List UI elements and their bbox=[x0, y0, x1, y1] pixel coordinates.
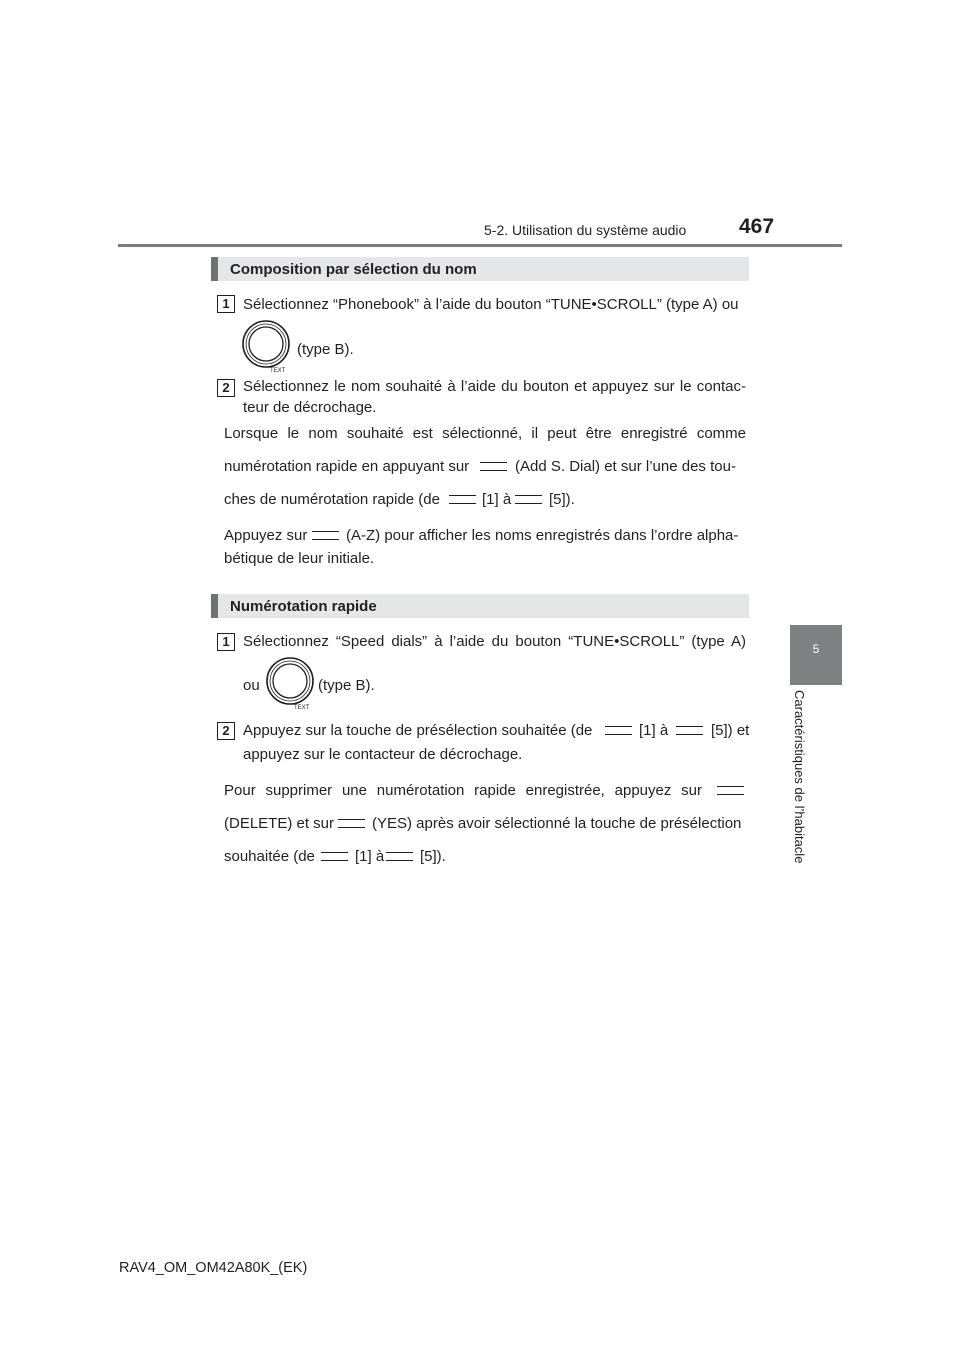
paragraph-text: (Add S. Dial) et sur l’une des tou- bbox=[515, 458, 736, 475]
section-heading-speed-dial bbox=[211, 594, 749, 618]
paragraph-text: (YES) après avoir sélectionné la touche de présélection bbox=[372, 815, 742, 832]
paragraph-text: numérotation rapide en appuyant sur bbox=[224, 458, 470, 475]
step-number-badge: 1 bbox=[217, 295, 235, 313]
paragraph-text: [1] à bbox=[482, 491, 512, 508]
step-text: Sélectionnez “Speed dials” à l’aide du bouton “TUNE•SCROLL” (type A) bbox=[243, 633, 746, 650]
paragraph-text: Pour supprimer une numérotation rapide enregistrée, appuyez sur bbox=[224, 782, 702, 799]
paragraph-text: Lorsque le nom souhaité est sélectionné, il peut être enregistré comme bbox=[224, 425, 746, 442]
paragraph-text: ches de numérotation rapide (de bbox=[224, 491, 440, 508]
screen-button-icon bbox=[480, 462, 507, 471]
screen-button-icon bbox=[312, 531, 339, 540]
screen-button-icon bbox=[449, 495, 476, 504]
screen-button-icon bbox=[515, 495, 542, 504]
step-text: (type B). bbox=[297, 341, 354, 358]
paragraph-text: (DELETE) et sur bbox=[224, 815, 335, 832]
screen-button-icon bbox=[717, 786, 744, 795]
step-text: Appuyez sur la touche de présélection souhaitée (de bbox=[243, 722, 593, 739]
step-text: (type B). bbox=[318, 677, 375, 694]
step-number-badge: 1 bbox=[217, 633, 235, 651]
paragraph-text: (A-Z) pour afficher les noms enregistrés dans l’ordre alpha- bbox=[346, 527, 739, 544]
paragraph-text: Appuyez sur bbox=[224, 527, 308, 544]
tune-knob-icon bbox=[264, 655, 320, 711]
paragraph-text: [5]). bbox=[420, 848, 446, 865]
paragraph-text: [1] à bbox=[355, 848, 385, 865]
chapter-number: 5 bbox=[812, 642, 820, 656]
header-divider bbox=[118, 244, 842, 247]
step-text: ou bbox=[243, 677, 260, 694]
step-text: [5]) et bbox=[711, 722, 750, 739]
section-heading-name-dial bbox=[211, 257, 749, 281]
step-text: Sélectionnez “Phonebook” à l’aide du bouton “TUNE•SCROLL” (type A) ou bbox=[243, 296, 739, 313]
step-number-badge: 2 bbox=[217, 722, 235, 740]
paragraph-text: bétique de leur initiale. bbox=[224, 550, 375, 567]
screen-button-icon bbox=[386, 852, 413, 861]
section-heading-label: Composition par sélection du nom bbox=[230, 261, 477, 278]
step-text: [1] à bbox=[639, 722, 669, 739]
step-text: teur de décrochage. bbox=[243, 399, 377, 416]
screen-button-icon bbox=[321, 852, 348, 861]
step-text: appuyez sur le contacteur de décrochage. bbox=[243, 746, 523, 763]
screen-button-icon bbox=[338, 819, 365, 828]
paragraph-text: [5]). bbox=[549, 491, 575, 508]
document-code: RAV4_OM_OM42A80K_(EK) bbox=[119, 1260, 308, 1276]
section-heading-label: Numérotation rapide bbox=[230, 598, 377, 615]
step-number-badge: 2 bbox=[217, 379, 235, 397]
screen-button-icon bbox=[676, 726, 703, 735]
screen-button-icon bbox=[605, 726, 632, 735]
knob-label: TEXT bbox=[270, 368, 286, 374]
step-text: Sélectionnez le nom souhaité à l’aide du bouton et appuyez sur le contac- bbox=[243, 378, 746, 395]
page-number: 467 bbox=[739, 215, 775, 238]
running-header-section: 5-2. Utilisation du système audio bbox=[484, 222, 687, 238]
tune-knob-icon bbox=[240, 318, 296, 374]
chapter-title: Caractéristiques de l’habitacle bbox=[792, 690, 807, 864]
paragraph-text: souhaitée (de bbox=[224, 848, 315, 865]
knob-label: TEXT bbox=[294, 705, 310, 711]
